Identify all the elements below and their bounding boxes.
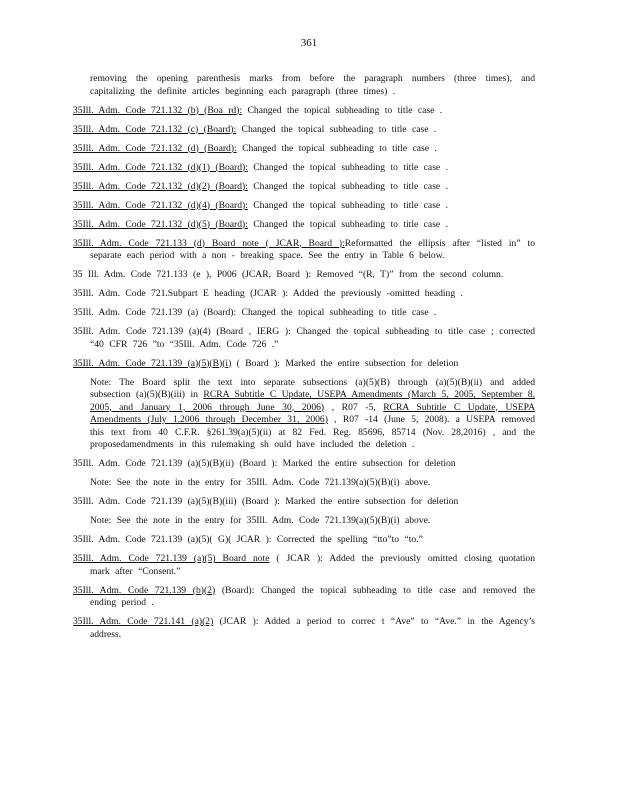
entry-citation: 35Ill. Adm. Code 721.132 (d)(4) (Board): [73, 199, 248, 211]
entry-citation: 35Ill. Adm. Code 721.132 (d)(1) (Board): [73, 161, 248, 173]
change-entry [73, 307, 535, 320]
entry-text: Changed the topical subheading to title case . [247, 199, 448, 211]
entry-text: 35 Ill. Adm. Code 721.133 (e ), P006 (JCAR, Board ): Removed “(R, T)” from the second column. [73, 269, 504, 280]
entry-citation: 35Ill. Adm. Code 721.132 (d)(2) (Board): [73, 180, 248, 192]
page-number: 361 [300, 37, 318, 49]
entry-text: ( Board ): Marked the entire subsection for deletion [231, 357, 459, 369]
entry-citation: 35Ill. Adm. Code 721.141 (a)(2) [73, 616, 214, 627]
document-body [73, 73, 535, 648]
note-text: , R07 -5, [324, 401, 384, 413]
entry-text: Changed the topical subheading to title case . [247, 161, 448, 173]
change-entry [73, 238, 535, 263]
entry-citation: 35Ill. Adm. Code 721.139 (b)(2) [73, 584, 216, 596]
entry-citation: 35Ill. Adm. Code 721.132 (b) (Boa rd): [73, 104, 243, 116]
entry-text: 35Ill. Adm. Code 721.139 (a)(5)(B)(ii) (Board ): Marked the entire subsection for deletion [73, 458, 456, 469]
change-entry [73, 585, 535, 610]
docket-title: RCRA Subtitle C Update, USEPA Amendments (March 5, 2005, September 8, 2005, and January 1, 2006 through June 30, 2006) [90, 389, 535, 413]
entry-text: (JCAR ): Added a period to correc t “Ave” to “Ave.” in the Agency’s address. [90, 616, 535, 640]
entry-text: Reformatted the ellipsis after “listed in” to separate each period with a non - breaking space. See the entry in Table 6 below. [90, 237, 535, 261]
entry-citation: 35Ill. Adm. Code 721.139 (a)(5)(B)(i) [73, 357, 232, 369]
change-entry [73, 162, 535, 175]
change-entry [73, 288, 535, 301]
entry-note: Note: See the note in the entry for 35Ill. Adm. Code 721.139(a)(5)(B)(i) above. [90, 477, 431, 488]
docket-title: RCRA Subtitle C Update, USEPA Amendments (July 1,2006 through December 31, 2006) [90, 401, 535, 425]
change-entry [73, 105, 535, 118]
change-entry [73, 553, 535, 578]
entry-citation: 35Ill. Adm. Code 721.132 (d) (Board): [73, 142, 237, 154]
entry-text: Changed the topical subheading to title case . [247, 180, 448, 192]
change-entry [73, 143, 535, 156]
entry-text: 35Ill. Adm. Code 721.139 (a) (Board): Changed the topical subheading to title case . [73, 307, 437, 318]
entry-citation: 35Ill. Adm. Code 721.133 (d) Board note ( JCAR, Board ): [73, 237, 345, 249]
entry-text: 35Ill. Adm. Code 721.139 (a)(5)( G)( JCAR ): Corrected the spelling “tto”to “to.” [73, 534, 423, 545]
entry-note [90, 377, 535, 452]
entry-citation: 35Ill. Adm. Code 721.132 (d)(5) (Board): [73, 218, 248, 230]
change-entry [73, 326, 535, 351]
entry-note: Note: See the note in the entry for 35Ill. Adm. Code 721.139(a)(5)(B)(i) above. [90, 515, 431, 526]
change-entry [73, 496, 535, 509]
entry-text: 35Ill. Adm. Code 721.139 (a)(5)(B)(iii) (Board ): Marked the entire subsection for deletion [73, 496, 459, 507]
change-entry [73, 458, 535, 471]
change-entry [73, 219, 535, 232]
entry-text: 35Ill. Adm. Code 721.Subpart E heading (JCAR ): Added the previously -omitted heading . [73, 288, 463, 299]
entry-text: (Board): Changed the topical subheading to title case and removed the ending period . [90, 584, 535, 608]
entry-text: Changed the topical subheading to title case . [247, 218, 448, 230]
entry-text: Changed the topical subheading to title case . [236, 123, 437, 135]
note-text: Note: The Board split the text into separate subsections (a)(5)(B) through (a)(5)(B)(ii) and added subsection (a)(5)(B)(iii) in [90, 376, 535, 400]
change-entry [73, 124, 535, 137]
entry-citation: 35Ill. Adm. Code 721.132 (c) (Board): [73, 123, 237, 135]
change-entry [73, 269, 535, 282]
change-entry [73, 200, 535, 213]
entry-text: Changed the topical subheading to title case . [242, 104, 443, 116]
entry-text: 35Ill. Adm. Code 721.139 (a)(4) (Board , IERG ): Changed the topical subheading to title case ; corrected “40 CFR 726 ”to “35Ill. Adm. Code 726 .” [73, 326, 535, 350]
entry-text: Changed the topical subheading to title case . [236, 142, 437, 154]
entry-citation: 35Ill. Adm. Code 721.139 (a)(5) Board note [73, 553, 270, 564]
continued-paragraph: removing the opening parenthesis marks from before the paragraph numbers (three times), and capitalizing the definite articles beginning each paragraph (three times) . [90, 73, 535, 97]
change-entry [73, 534, 535, 547]
change-entry [73, 616, 535, 641]
note-text: , R07 -14 (June 5, 2008). a USEPA removed this text from 40 C.F.R. §261.39(a)(5)(ii) at 82 Fed. Reg. 85696, 85714 (Nov. 28,2016) , and the proposedamendments in this rulemaking sh ould have included the deletion . [90, 414, 535, 450]
change-entry [73, 181, 535, 194]
entry-text: ( JCAR ): Added the previously omitted closing quotation mark after “Consent.” [90, 553, 535, 577]
change-entry [73, 358, 535, 371]
